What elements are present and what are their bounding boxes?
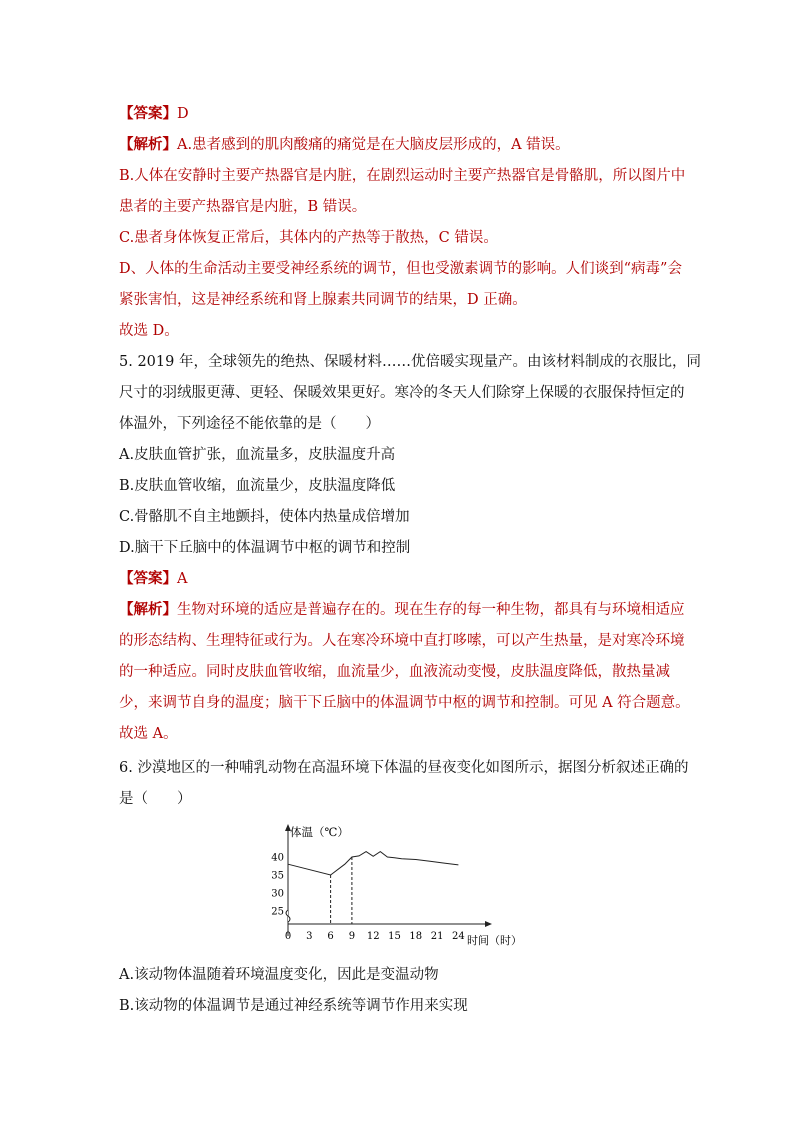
y-tick-label: 30 xyxy=(271,888,284,900)
q6-option-a: A.该动物体温随着环境温度变化，因此是变温动物 xyxy=(119,967,439,983)
q5-analysis-line xyxy=(119,600,685,620)
q4-conclusion: 故选 D。 xyxy=(119,323,179,339)
q6-stem-line: 是（ ） xyxy=(119,791,192,807)
x-tick-label: 0 xyxy=(284,931,292,942)
q5-answer xyxy=(119,569,187,589)
y-tick-label: 35 xyxy=(271,870,284,882)
q5-stem-line: 5. 2019 年，全球领先的绝热、保暖材料……优倍暖实现量产。由该材料制成的衣服比，同 xyxy=(119,354,701,370)
answer-value: D xyxy=(177,106,189,122)
x-axis-label: 时间（时） xyxy=(467,934,522,947)
x-tick-label: 12 xyxy=(366,931,380,942)
q5-option-a: A.皮肤血管扩张，血流量多，皮肤温度升高 xyxy=(119,447,396,463)
q4-analysis-line: 患者的主要产热器官是内脏，B 错误。 xyxy=(119,199,367,215)
y-tick-label: 25 xyxy=(271,906,284,918)
x-tick-label: 18 xyxy=(409,931,423,942)
x-axis-arrow xyxy=(485,921,492,927)
x-tick-label: 9 xyxy=(348,931,356,942)
x-tick-label: 21 xyxy=(430,931,444,942)
analysis-tag: 【解析】 xyxy=(119,601,177,618)
x-tick-label: 15 xyxy=(388,931,401,942)
analysis-text: 生物对环境的适应是普遍存在的。现在生存的每一种生物，都具有与环境相适应 xyxy=(177,602,685,618)
answer-value: A xyxy=(177,571,188,587)
q5-analysis-line: 少，来调节自身的温度；脑干下丘脑中的体温调节中枢的调节和控制。可见 A 符合题意。 xyxy=(119,695,690,711)
temperature-line xyxy=(288,852,458,875)
q6-stem-line: 6. 沙漠地区的一种哺乳动物在高温环境下体温的昼夜变化如图所示，据图分析叙述正确的 xyxy=(119,760,689,776)
q4-analysis-line: 紧张害怕，这是神经系统和肾上腺素共同调节的结果，D 正确。 xyxy=(119,292,527,308)
q5-analysis-line: 的一种适应。同时皮肤血管收缩，血流量少，血液流动变慢，皮肤温度降低，散热量减 xyxy=(119,664,670,680)
body-temperature-chart xyxy=(260,818,540,953)
q5-option-d: D.脑干下丘脑中的体温调节中枢的调节和控制 xyxy=(119,540,411,556)
q4-analysis-line: C.患者身体恢复正常后，其体内的产热等于散热，C 错误。 xyxy=(119,230,498,246)
axis-break xyxy=(286,910,290,922)
y-axis-label: 体温（℃） xyxy=(290,825,349,839)
answer-tag: 【答案】 xyxy=(119,105,177,122)
q4-analysis-line xyxy=(119,135,570,155)
analysis-text: A.患者感到的肌肉酸痛的痛觉是在大脑皮层形成的，A 错误。 xyxy=(177,137,570,153)
q4-answer xyxy=(119,104,189,124)
q5-analysis-line: 的形态结构、生理特征或行为。人在寒冷环境中直打哆嗦，可以产生热量，是对寒冷环境 xyxy=(119,633,685,649)
q6-option-b: B.该动物的体温调节是通过神经系统等调节作用来实现 xyxy=(119,998,468,1014)
y-tick-label: 40 xyxy=(271,852,284,864)
x-tick-label: 24 xyxy=(452,931,465,942)
x-tick-label: 6 xyxy=(327,931,334,942)
q5-conclusion: 故选 A。 xyxy=(119,726,178,742)
analysis-tag: 【解析】 xyxy=(119,136,177,153)
q4-analysis-line: B.人体在安静时主要产热器官是内脏，在剧烈运动时主要产热器官是骨骼肌，所以图片中 xyxy=(119,168,686,184)
q5-option-b: B.皮肤血管收缩，血流量少，皮肤温度降低 xyxy=(119,478,396,494)
x-tick-label: 3 xyxy=(306,931,313,942)
answer-tag: 【答案】 xyxy=(119,570,177,587)
q5-stem-line: 尺寸的羽绒服更薄、更轻、保暖效果更好。寒冷的冬天人们除穿上保暖的衣服保持恒定的 xyxy=(119,385,685,401)
q5-option-c: C.骨骼肌不自主地颤抖，使体内热量成倍增加 xyxy=(119,509,410,525)
q4-analysis-line: D、人体的生命活动主要受神经系统的调节，但也受激素调节的影响。人们谈到“病毒”会 xyxy=(119,261,682,277)
q5-stem-line: 体温外，下列途径不能依靠的是（ ） xyxy=(119,416,380,432)
